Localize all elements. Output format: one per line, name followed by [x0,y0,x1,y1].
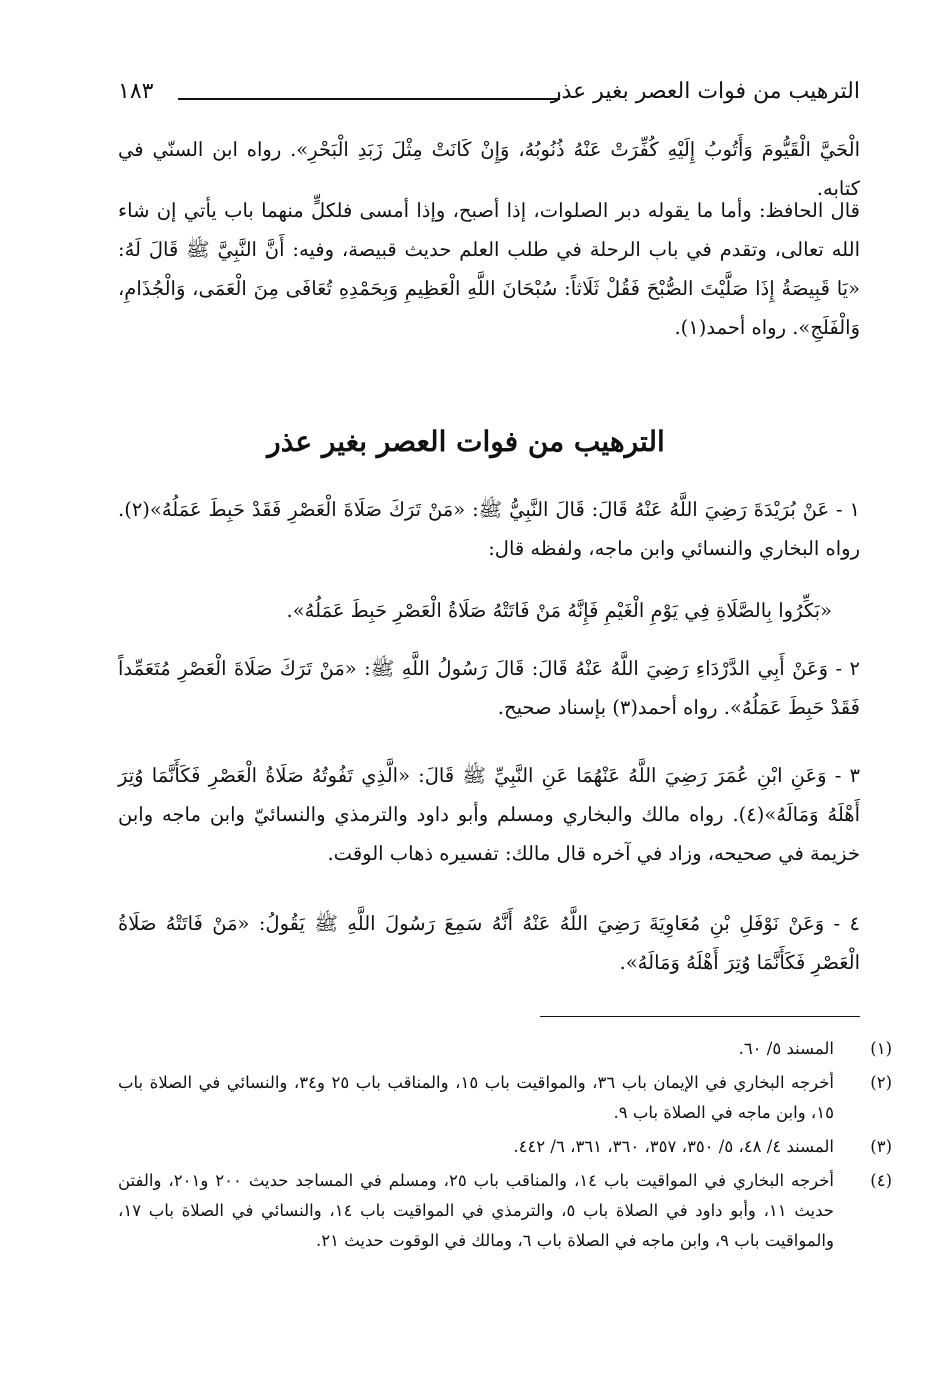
hadith-1-variant: «بَكِّرُوا بِالصَّلَاةِ فِي يَوْمِ الْغَيْمِ فَإِنَّهُ مَنْ فَاتَتْهُ صَلَاةُ الْعَصْرِ حَبِطَ عَمَلُهُ». [286,599,832,622]
footnote-item [118,1068,892,1128]
hadith-1: ١ - عَنْ بُرَيْدَةَ رَضِيَ اللَّهُ عَنْهُ قَالَ: قَالَ النَّبِيُّ ﷺ: «مَنْ تَرَكَ صَلَاةَ الْعَصْرِ فَقَدْ حَبِطَ عَمَلُهُ»(٢). رواه البخاري والنسائي وابن ماجه، ولفظه قال: [118,498,860,560]
footnote-number: (٢) [870,1073,892,1092]
running-header [118,72,860,112]
paragraph-continuation: الْحَيَّ الْقَيُّومَ وَأَتُوبُ إِلَيْهِ كُفِّرَتْ عَنْهُ ذُنُوبُهُ، وَإِنْ كَانَتْ مِثْلَ زَبَدِ الْبَحْرِ». رواه ابن السنّي في كتابه. [118,138,860,200]
running-title: الترهيب من فوات العصر بغير عذر [550,79,860,104]
footnotes [118,1034,892,1260]
footnote-item [118,1166,892,1256]
paragraph-hafiz-note: قال الحافظ: وأما ما يقوله دبر الصلوات، إذا أصبح، وإذا أمسى فلكلٍّ منهما باب يأتي إن شاء الله تعالى، وتقدم في باب الرحلة في طلب العلم حديث قبيصة، وفيه: أَنَّ النَّبِيَّ ﷺ قَالَ لَهُ: «يَا قَبِيصَةُ إِذَا صَلَّيْتَ الصُّبْحَ فَقُلْ ثَلَاثاً: سُبْحَانَ اللَّهِ الْعَظِيمِ وَبِحَمْدِهِ تُعَافَى مِنَ الْعَمَى، وَالْجُذَامِ، وَالْفَلَجِ». رواه أحمد(١). [118,199,860,339]
footnote-number: (٣) [870,1137,892,1156]
footnote-item [118,1034,892,1064]
section-title: الترهيب من فوات العصر بغير عذر [267,425,665,458]
footnote-text: أخرجه البخاري في الإيمان باب ٣٦، والمواقيت باب ١٥، والمناقب باب ٢٥ و٣٤، والنسائي في الصلاة باب ١٥، وابن ماجه في الصلاة باب ٩. [118,1073,834,1122]
page-number: ١٨٣ [118,79,154,104]
footnote-text: المسند ٤/ ٤٨، ٥/ ٣٥٠، ٣٥٧، ٣٦٠، ٣٦١، ٦/ ٤٤٢. [513,1137,834,1156]
footnote-number: (١) [870,1039,892,1058]
hadith-3: ٣ - وَعَنِ ابْنِ عُمَرَ رَضِيَ اللَّهُ عَنْهُمَا عَنِ النَّبِيِّ ﷺ قَالَ: «الَّذِي تَفُوتُهُ صَلَاةُ الْعَصْرِ فَكَأَنَّمَا وُتِرَ أَهْلَهُ وَمَالَهُ»(٤). رواه مالك والبخاري ومسلم وأبو داود والترمذي والنسائيّ وابن ماجه وابن خزيمة في صحيحه، وزاد في آخره قال مالك: تفسيره ذهاب الوقت. [118,764,861,865]
footnote-number: (٤) [870,1171,892,1190]
footnote-item [118,1132,892,1162]
footnote-text: المسند ٥/ ٦٠. [738,1039,834,1058]
hadith-2: ٢ - وَعَنْ أَبِي الدَّرْدَاءِ رَضِيَ اللَّهُ عَنْهُ قَالَ: قَالَ رَسُولُ اللَّهِ ﷺ: «مَنْ تَرَكَ صَلَاةَ الْعَصْرِ مُتَعَمِّداً فَقَدْ حَبِطَ عَمَلُهُ». رواه أحمد(٣) بإسناد صحيح. [118,657,860,719]
header-rule [178,98,560,100]
footnote-separator [540,1016,860,1017]
footnote-text: أخرجه البخاري في المواقيت باب ١٤، والمناقب باب ٢٥، ومسلم في المساجد حديث ٢٠٠ و٢٠١، والفتن حديث ١١، وأبو داود في الصلاة باب ٥، والترمذي في المواقيت باب ١٤، والنسائي في الصلاة باب ١٧، والمواقيت باب ٩، وابن ماجه في الصلاة باب ٦، ومالك في الوقوت حديث ٢١. [118,1171,835,1250]
hadith-4: ٤ - وَعَنْ نَوْفَلِ بْنِ مُعَاوِيَةَ رَضِيَ اللَّهُ عَنْهُ أَنَّهُ سَمِعَ رَسُولَ اللَّهِ ﷺ يَقُولُ: «مَنْ فَاتَتْهُ صَلَاةُ الْعَصْرِ فَكَأَنَّمَا وُتِرَ أَهْلَهُ وَمَالَهُ». [118,912,860,974]
